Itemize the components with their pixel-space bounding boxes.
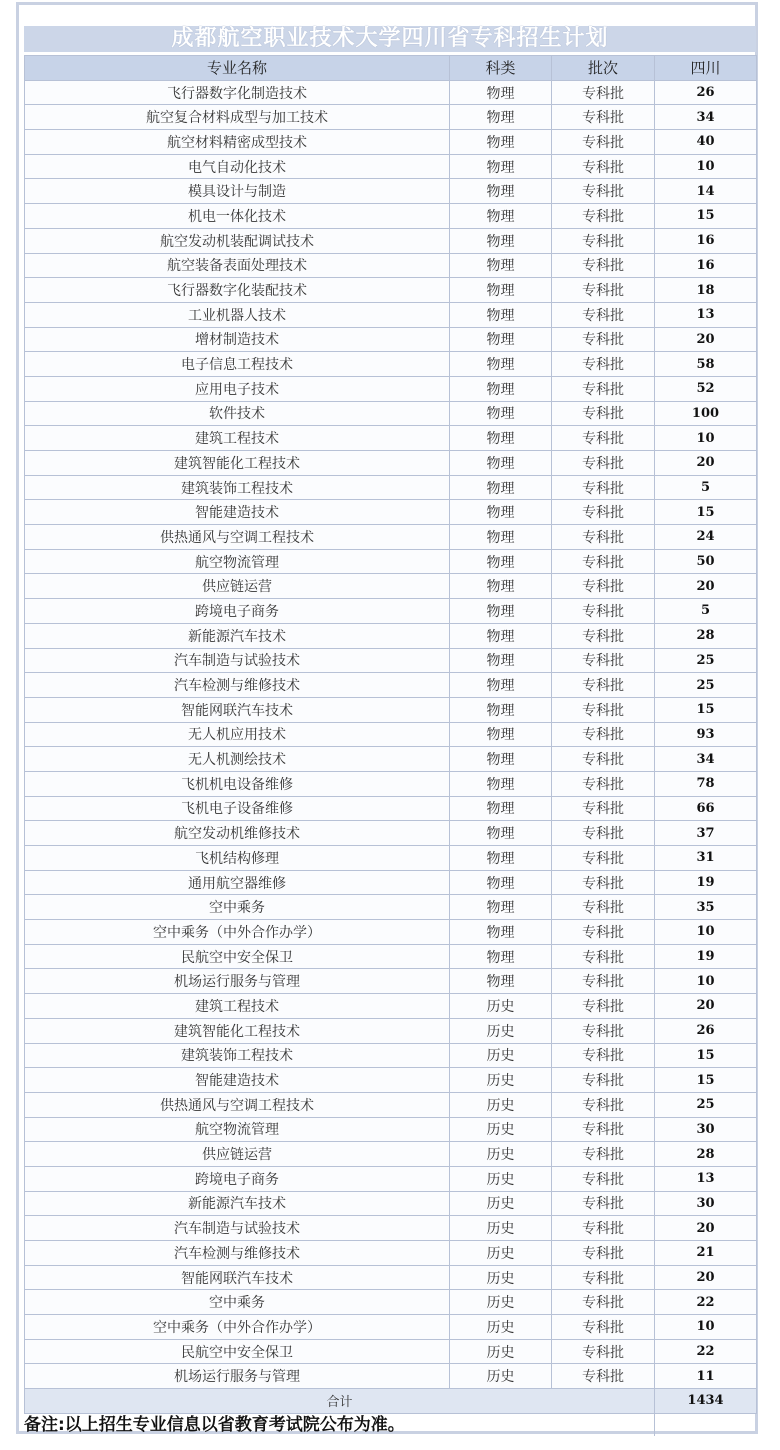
cell-subject: 物理 [450,401,552,426]
cell-subject: 物理 [450,179,552,204]
cell-batch: 专科批 [552,204,655,229]
cell-batch: 专科批 [552,599,655,624]
cell-major: 机电一体化技术 [25,204,450,229]
cell-batch: 专科批 [552,1117,655,1142]
cell-subject: 物理 [450,599,552,624]
table-row [25,895,757,920]
cell-count: 18 [655,278,757,303]
table-row [25,1339,757,1364]
cell-major: 航空物流管理 [25,549,450,574]
cell-major: 航空材料精密成型技术 [25,130,450,155]
cell-count: 20 [655,994,757,1019]
cell-subject: 物理 [450,525,552,550]
cell-count: 26 [655,1018,757,1043]
cell-batch: 专科批 [552,1216,655,1241]
cell-subject: 物理 [450,105,552,130]
cell-subject: 历史 [450,1315,552,1340]
total-row [25,1389,757,1414]
table-row [25,1290,757,1315]
cell-count: 25 [655,648,757,673]
table-row [25,796,757,821]
cell-major: 建筑工程技术 [25,426,450,451]
cell-count: 34 [655,105,757,130]
table-row [25,426,757,451]
cell-subject: 物理 [450,574,552,599]
cell-count: 19 [655,870,757,895]
enrollment-plan-table [24,55,757,1414]
table-row [25,1364,757,1389]
table-row [25,623,757,648]
cell-batch: 专科批 [552,574,655,599]
table-row [25,179,757,204]
cell-count: 28 [655,623,757,648]
cell-major: 空中乘务（中外合作办学） [25,1315,450,1340]
cell-major: 汽车检测与维修技术 [25,1241,450,1266]
cell-subject: 物理 [450,969,552,994]
cell-batch: 专科批 [552,623,655,648]
cell-major: 智能建造技术 [25,1068,450,1093]
cell-count: 26 [655,80,757,105]
cell-major: 智能网联汽车技术 [25,697,450,722]
cell-subject: 物理 [450,80,552,105]
cell-count: 20 [655,327,757,352]
cell-subject: 物理 [450,697,552,722]
cell-subject: 物理 [450,451,552,476]
cell-batch: 专科批 [552,821,655,846]
table-row [25,969,757,994]
cell-batch: 专科批 [552,920,655,945]
cell-major: 空中乘务 [25,895,450,920]
cell-batch: 专科批 [552,673,655,698]
cell-batch: 专科批 [552,1191,655,1216]
cell-major: 智能网联汽车技术 [25,1265,450,1290]
cell-subject: 物理 [450,228,552,253]
cell-batch: 专科批 [552,1315,655,1340]
cell-count: 10 [655,1315,757,1340]
cell-batch: 专科批 [552,1142,655,1167]
cell-subject: 历史 [450,1290,552,1315]
cell-count: 78 [655,771,757,796]
cell-count: 20 [655,1265,757,1290]
cell-major: 空中乘务（中外合作办学） [25,920,450,945]
cell-subject: 物理 [450,327,552,352]
cell-subject: 历史 [450,1241,552,1266]
table-row [25,1117,757,1142]
table-row [25,1315,757,1340]
cell-subject: 物理 [450,426,552,451]
cell-count: 30 [655,1117,757,1142]
table-row [25,1068,757,1093]
cell-batch: 专科批 [552,179,655,204]
cell-batch: 专科批 [552,771,655,796]
cell-batch: 专科批 [552,376,655,401]
table-row [25,994,757,1019]
cell-major: 供应链运营 [25,574,450,599]
table-row [25,525,757,550]
cell-count: 52 [655,376,757,401]
cell-count: 15 [655,500,757,525]
cell-count: 15 [655,697,757,722]
cell-batch: 专科批 [552,1018,655,1043]
cell-subject: 物理 [450,352,552,377]
cell-major: 汽车制造与试验技术 [25,1216,450,1241]
table-row [25,1166,757,1191]
cell-batch: 专科批 [552,994,655,1019]
cell-batch: 专科批 [552,870,655,895]
cell-subject: 历史 [450,1092,552,1117]
cell-count: 15 [655,1043,757,1068]
cell-major: 航空复合材料成型与加工技术 [25,105,450,130]
cell-batch: 专科批 [552,154,655,179]
cell-count: 5 [655,599,757,624]
cell-batch: 专科批 [552,401,655,426]
cell-count: 21 [655,1241,757,1266]
cell-batch: 专科批 [552,352,655,377]
cell-major: 新能源汽车技术 [25,1191,450,1216]
table-row [25,673,757,698]
cell-count: 40 [655,130,757,155]
cell-major: 供热通风与空调工程技术 [25,1092,450,1117]
table-row [25,278,757,303]
footnote: 备注:以上招生专业信息以省教育考试院公布为准。 [24,1413,654,1436]
table-row [25,771,757,796]
cell-major: 空中乘务 [25,1290,450,1315]
cell-count: 22 [655,1339,757,1364]
cell-batch: 专科批 [552,969,655,994]
cell-major: 智能建造技术 [25,500,450,525]
header-sichuan-count: 四川 [655,56,757,81]
header-subject: 科类 [450,56,552,81]
table-header-row [25,56,757,81]
cell-count: 10 [655,426,757,451]
cell-subject: 历史 [450,1068,552,1093]
cell-subject: 历史 [450,1166,552,1191]
page-title: 成都航空职业技术大学四川省专科招生计划 [24,26,756,52]
table-row [25,475,757,500]
cell-major: 航空装备表面处理技术 [25,253,450,278]
cell-batch: 专科批 [552,1339,655,1364]
table-row [25,500,757,525]
cell-batch: 专科批 [552,1364,655,1389]
cell-major: 民航空中安全保卫 [25,944,450,969]
table-row [25,1191,757,1216]
table-row [25,574,757,599]
table-row [25,1216,757,1241]
cell-count: 31 [655,846,757,871]
cell-major: 飞行器数字化制造技术 [25,80,450,105]
table-row [25,920,757,945]
table-row [25,401,757,426]
cell-batch: 专科批 [552,278,655,303]
total-value: 1434 [655,1389,757,1414]
cell-count: 10 [655,969,757,994]
cell-major: 建筑装饰工程技术 [25,475,450,500]
cell-count: 14 [655,179,757,204]
cell-major: 电气自动化技术 [25,154,450,179]
cell-major: 飞机机电设备维修 [25,771,450,796]
table-row [25,870,757,895]
cell-major: 航空发动机维修技术 [25,821,450,846]
cell-major: 汽车制造与试验技术 [25,648,450,673]
cell-batch: 专科批 [552,648,655,673]
cell-subject: 物理 [450,821,552,846]
cell-subject: 物理 [450,278,552,303]
cell-batch: 专科批 [552,475,655,500]
table-row [25,105,757,130]
cell-count: 100 [655,401,757,426]
cell-count: 93 [655,722,757,747]
cell-subject: 物理 [450,376,552,401]
cell-count: 28 [655,1142,757,1167]
cell-subject: 历史 [450,1265,552,1290]
table-row [25,599,757,624]
cell-major: 航空物流管理 [25,1117,450,1142]
cell-major: 工业机器人技术 [25,302,450,327]
cell-count: 25 [655,1092,757,1117]
cell-batch: 专科批 [552,302,655,327]
cell-count: 30 [655,1191,757,1216]
total-label: 合计 [25,1389,655,1414]
table-row [25,451,757,476]
cell-count: 20 [655,1216,757,1241]
table-row [25,846,757,871]
cell-subject: 物理 [450,747,552,772]
table-row [25,302,757,327]
table-row [25,80,757,105]
table-row [25,154,757,179]
cell-count: 16 [655,253,757,278]
cell-batch: 专科批 [552,944,655,969]
cell-subject: 物理 [450,302,552,327]
cell-major: 航空发动机装配调试技术 [25,228,450,253]
cell-count: 16 [655,228,757,253]
cell-major: 汽车检测与维修技术 [25,673,450,698]
cell-major: 供热通风与空调工程技术 [25,525,450,550]
cell-batch: 专科批 [552,500,655,525]
table-row [25,549,757,574]
cell-count: 13 [655,1166,757,1191]
table-row [25,1241,757,1266]
table-row [25,327,757,352]
cell-batch: 专科批 [552,1166,655,1191]
cell-batch: 专科批 [552,1241,655,1266]
cell-subject: 物理 [450,623,552,648]
cell-batch: 专科批 [552,105,655,130]
cell-major: 飞机结构修理 [25,846,450,871]
cell-count: 13 [655,302,757,327]
cell-count: 66 [655,796,757,821]
cell-major: 跨境电子商务 [25,599,450,624]
table-row [25,1142,757,1167]
table-row [25,253,757,278]
cell-major: 飞行器数字化装配技术 [25,278,450,303]
cell-subject: 物理 [450,944,552,969]
cell-count: 10 [655,154,757,179]
cell-major: 无人机测绘技术 [25,747,450,772]
cell-major: 应用电子技术 [25,376,450,401]
table-row [25,376,757,401]
cell-batch: 专科批 [552,1068,655,1093]
cell-subject: 物理 [450,154,552,179]
cell-count: 20 [655,574,757,599]
cell-batch: 专科批 [552,130,655,155]
table-row [25,722,757,747]
cell-subject: 历史 [450,1018,552,1043]
table-row [25,1018,757,1043]
cell-subject: 物理 [450,895,552,920]
cell-count: 5 [655,475,757,500]
cell-major: 新能源汽车技术 [25,623,450,648]
cell-subject: 历史 [450,994,552,1019]
cell-subject: 历史 [450,1117,552,1142]
cell-subject: 物理 [450,253,552,278]
cell-batch: 专科批 [552,327,655,352]
cell-count: 22 [655,1290,757,1315]
cell-batch: 专科批 [552,1092,655,1117]
cell-count: 19 [655,944,757,969]
table-row [25,697,757,722]
cell-subject: 历史 [450,1043,552,1068]
cell-count: 37 [655,821,757,846]
cell-subject: 物理 [450,870,552,895]
cell-major: 电子信息工程技术 [25,352,450,377]
table-row [25,130,757,155]
cell-major: 机场运行服务与管理 [25,969,450,994]
cell-count: 35 [655,895,757,920]
table-row [25,1092,757,1117]
cell-batch: 专科批 [552,525,655,550]
cell-major: 软件技术 [25,401,450,426]
cell-subject: 物理 [450,722,552,747]
cell-batch: 专科批 [552,796,655,821]
cell-major: 民航空中安全保卫 [25,1339,450,1364]
cell-subject: 历史 [450,1142,552,1167]
cell-major: 供应链运营 [25,1142,450,1167]
cell-major: 机场运行服务与管理 [25,1364,450,1389]
cell-count: 24 [655,525,757,550]
cell-count: 20 [655,451,757,476]
cell-major: 建筑工程技术 [25,994,450,1019]
cell-subject: 物理 [450,846,552,871]
cell-count: 11 [655,1364,757,1389]
cell-major: 模具设计与制造 [25,179,450,204]
cell-batch: 专科批 [552,549,655,574]
cell-major: 建筑装饰工程技术 [25,1043,450,1068]
cell-major: 建筑智能化工程技术 [25,451,450,476]
table-row [25,821,757,846]
cell-batch: 专科批 [552,1290,655,1315]
cell-batch: 专科批 [552,426,655,451]
cell-count: 15 [655,1068,757,1093]
cell-subject: 物理 [450,549,552,574]
cell-batch: 专科批 [552,80,655,105]
cell-subject: 物理 [450,130,552,155]
cell-subject: 物理 [450,648,552,673]
cell-batch: 专科批 [552,253,655,278]
cell-subject: 物理 [450,475,552,500]
cell-batch: 专科批 [552,1043,655,1068]
table-row [25,1043,757,1068]
footnote-empty-cell [654,1413,757,1436]
header-major: 专业名称 [25,56,450,81]
table-body [25,80,757,1388]
cell-subject: 历史 [450,1339,552,1364]
cell-subject: 历史 [450,1191,552,1216]
table-row [25,648,757,673]
cell-batch: 专科批 [552,451,655,476]
cell-subject: 物理 [450,771,552,796]
cell-batch: 专科批 [552,747,655,772]
cell-major: 增材制造技术 [25,327,450,352]
cell-count: 10 [655,920,757,945]
table-row [25,352,757,377]
cell-batch: 专科批 [552,1265,655,1290]
table-row [25,204,757,229]
cell-subject: 物理 [450,500,552,525]
cell-count: 34 [655,747,757,772]
cell-batch: 专科批 [552,895,655,920]
cell-subject: 物理 [450,204,552,229]
table-row [25,944,757,969]
cell-batch: 专科批 [552,697,655,722]
cell-batch: 专科批 [552,228,655,253]
cell-batch: 专科批 [552,722,655,747]
cell-count: 58 [655,352,757,377]
cell-subject: 历史 [450,1364,552,1389]
cell-batch: 专科批 [552,846,655,871]
cell-subject: 物理 [450,920,552,945]
cell-major: 跨境电子商务 [25,1166,450,1191]
header-batch: 批次 [552,56,655,81]
cell-count: 50 [655,549,757,574]
table-row [25,228,757,253]
cell-subject: 物理 [450,796,552,821]
table-row [25,1265,757,1290]
cell-subject: 物理 [450,673,552,698]
cell-major: 无人机应用技术 [25,722,450,747]
cell-major: 飞机电子设备维修 [25,796,450,821]
cell-major: 通用航空器维修 [25,870,450,895]
cell-count: 25 [655,673,757,698]
cell-subject: 历史 [450,1216,552,1241]
cell-major: 建筑智能化工程技术 [25,1018,450,1043]
cell-count: 15 [655,204,757,229]
table-row [25,747,757,772]
